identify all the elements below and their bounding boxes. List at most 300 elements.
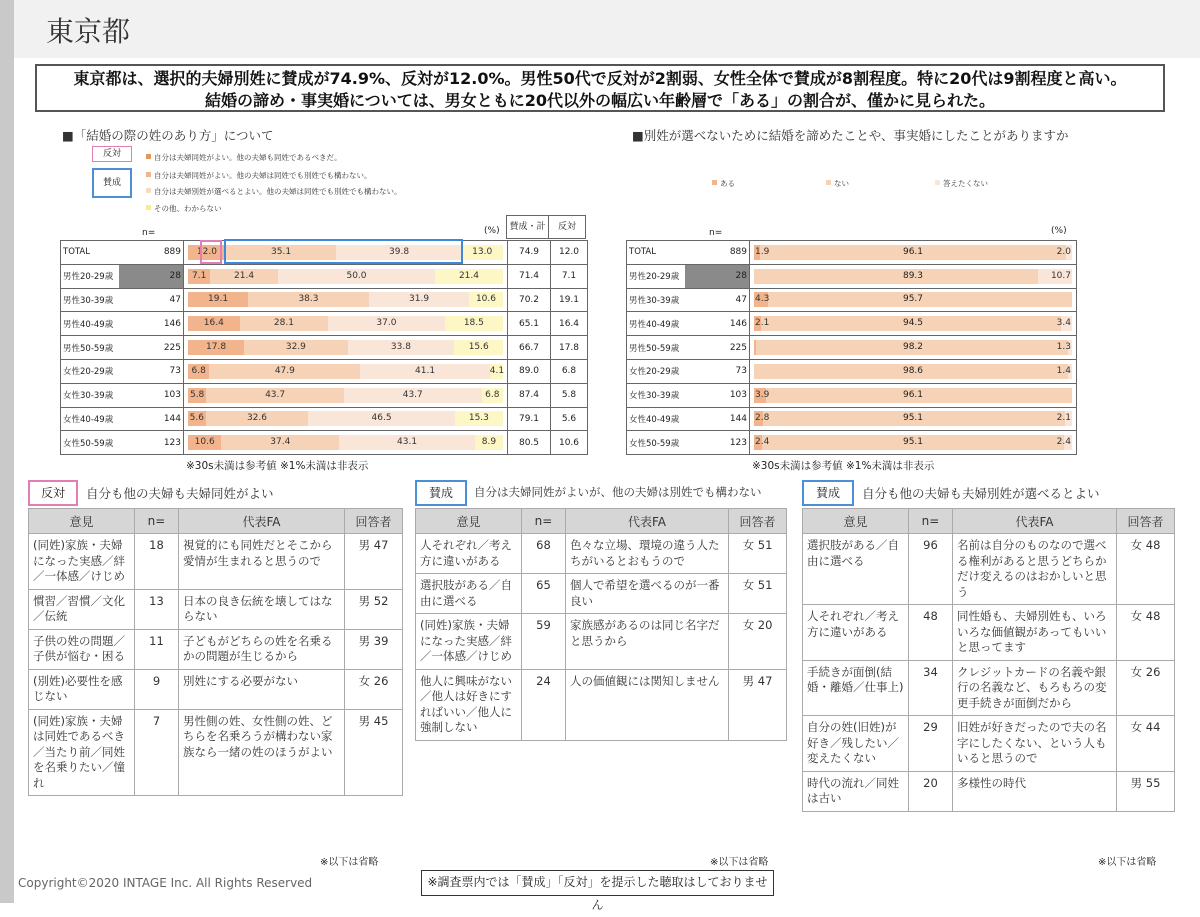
bar-segment-1 bbox=[188, 388, 206, 403]
bar-value-aru: 3.9 bbox=[755, 389, 770, 400]
chart-row bbox=[627, 264, 1077, 288]
chart-row bbox=[627, 241, 1077, 265]
fa-n: 24 bbox=[522, 669, 566, 740]
fa-n: 13 bbox=[135, 589, 179, 629]
bar-cell bbox=[184, 383, 508, 407]
summary-line-1: 東京都は、選択的夫婦別姓に賛成が74.9%、反対が12.0%。男性50代で反対が2割弱、女性全体で賛成が8割程度。特に20代は9割程度と高い。 bbox=[73, 69, 1127, 88]
chart-row bbox=[61, 288, 588, 312]
row-label: 男性50-59歳 bbox=[627, 336, 685, 360]
row-label: 女性20-29歳 bbox=[627, 359, 685, 383]
fa-row bbox=[416, 669, 787, 740]
fa-respondent: 女 51 bbox=[729, 574, 787, 614]
right-stacked-bar-table bbox=[626, 240, 1077, 455]
row-n: 73 bbox=[685, 359, 750, 383]
fa-opinion: 慣習／習慣／文化／伝統 bbox=[29, 589, 135, 629]
bar-value-label: 18.5 bbox=[463, 318, 484, 329]
col-oppose-header: 反対 bbox=[549, 215, 586, 239]
bar-value-no-answer: 1.4 bbox=[1056, 365, 1071, 376]
bar-segment-3 bbox=[339, 435, 475, 450]
row-n: 28 bbox=[119, 264, 184, 288]
fa-n: 34 bbox=[909, 660, 953, 716]
bar-value-label: 32.6 bbox=[246, 413, 267, 424]
support-total: 74.9 bbox=[508, 241, 551, 265]
bar-track bbox=[188, 388, 503, 403]
bar-track bbox=[188, 269, 503, 284]
bar-cell bbox=[750, 241, 1077, 265]
bar-value-aru: 1.9 bbox=[755, 246, 770, 257]
support-total: 87.4 bbox=[508, 383, 551, 407]
bar-value-label: 37.4 bbox=[270, 437, 291, 448]
bar-value-label: 28.1 bbox=[273, 318, 294, 329]
fa1-col-opinion: 意見 bbox=[29, 509, 135, 534]
bar-cell bbox=[750, 431, 1077, 455]
bar-cell bbox=[184, 359, 508, 383]
fa2-omit-note: ※以下は省略 bbox=[710, 857, 769, 868]
chart-row bbox=[61, 431, 588, 455]
bar-value-no-answer: 1.3 bbox=[1056, 342, 1071, 353]
bar-segment-4 bbox=[490, 364, 503, 379]
bar-value-aru: 2.8 bbox=[755, 413, 770, 424]
bar-track bbox=[754, 245, 1072, 260]
row-n: 146 bbox=[119, 312, 184, 336]
fa-opinion: 選択肢がある／自由に選べる bbox=[416, 574, 522, 614]
fa3-header-row bbox=[803, 509, 1175, 534]
fa2-header-row bbox=[416, 509, 787, 534]
bar-segment-1 bbox=[188, 316, 240, 331]
chart-row bbox=[627, 383, 1077, 407]
bar-value-no-answer: 10.7 bbox=[1050, 270, 1071, 281]
fa1-table bbox=[28, 508, 403, 796]
row-n: 225 bbox=[119, 336, 184, 360]
chart-row bbox=[61, 407, 588, 431]
bar-track bbox=[188, 292, 503, 307]
fa-opinion: 自分の姓(旧姓)が好き／残したい／変えたくない bbox=[803, 716, 909, 772]
fa-representative-answer: 個人で希望を選べるのが一番良い bbox=[566, 574, 729, 614]
right-pct-label: (%) bbox=[1051, 226, 1067, 236]
summary-line-2: 結婚の諦め・事実婚については、男女ともに20代以外の幅広い年齢層で「ある」の割合が、僅かに見られた。 bbox=[205, 91, 995, 110]
bar-value-label: 7.1 bbox=[192, 270, 207, 281]
fa1-header-row bbox=[29, 509, 403, 534]
title-bar bbox=[14, 0, 1200, 58]
fa-n: 65 bbox=[522, 574, 566, 614]
bar-segment-2 bbox=[210, 269, 277, 284]
bar-value-nai: 94.5 bbox=[902, 318, 924, 329]
fa-respondent: 男 47 bbox=[345, 534, 403, 590]
bar-segment-1 bbox=[188, 364, 209, 379]
row-n: 225 bbox=[685, 336, 750, 360]
bar-track bbox=[188, 364, 503, 379]
bar-value-label: 39.8 bbox=[389, 246, 410, 257]
row-label: 女性30-39歳 bbox=[61, 383, 119, 407]
fa-opinion: (同姓)家族・夫婦になった実感／絆／一体感／けじめ bbox=[29, 534, 135, 590]
bar-segment-3 bbox=[278, 269, 436, 284]
bar-value-label: 15.3 bbox=[468, 413, 489, 424]
right-section-title: ■別姓が選べないために結婚を諦めたことや、事実婚にしたことがありますか bbox=[632, 128, 1069, 143]
fa1-col-n: n= bbox=[135, 509, 179, 534]
left-chart-footnote: ※30s未満は参考値 ※1%未満は非表示 bbox=[186, 460, 369, 472]
oppose-total: 10.6 bbox=[551, 431, 588, 455]
bar-segment-4 bbox=[435, 269, 502, 284]
bar-cell bbox=[750, 264, 1077, 288]
bar-value-label: 37.0 bbox=[376, 318, 397, 329]
bar-value-no-answer: 2.4 bbox=[1056, 437, 1071, 448]
bar-value-nai: 96.1 bbox=[902, 246, 924, 257]
fa1-omit-note: ※以下は省略 bbox=[320, 857, 379, 868]
bar-value-no-answer: 2.1 bbox=[1056, 413, 1071, 424]
bar-value-nai: 95.7 bbox=[902, 294, 924, 305]
fa-n: 96 bbox=[909, 534, 953, 605]
fa3-col-fa: 代表FA bbox=[953, 509, 1117, 534]
row-label: 男性30-39歳 bbox=[61, 288, 119, 312]
row-label: 女性40-49歳 bbox=[61, 407, 119, 431]
fa-respondent: 女 26 bbox=[1117, 660, 1175, 716]
bar-segment-3 bbox=[348, 340, 454, 355]
bar-value-label: 31.9 bbox=[409, 294, 430, 305]
chart-row bbox=[61, 383, 588, 407]
fa-representative-answer: 名前は自分のものなので選べる権利があると思うどちらかだけ変えるのはおかしいと思う bbox=[953, 534, 1117, 605]
row-label: 男性40-49歳 bbox=[61, 312, 119, 336]
support-total: 66.7 bbox=[508, 336, 551, 360]
bar-track bbox=[188, 435, 503, 450]
bar-cell bbox=[184, 336, 508, 360]
fa1-col-respondent: 回答者 bbox=[345, 509, 403, 534]
support-total: 79.1 bbox=[508, 407, 551, 431]
fa-row bbox=[29, 534, 403, 590]
bar-cell bbox=[184, 431, 508, 455]
page-title: 東京都 bbox=[46, 15, 131, 48]
bar-track bbox=[188, 316, 503, 331]
fa3-col-opinion: 意見 bbox=[803, 509, 909, 534]
fa-row bbox=[29, 589, 403, 629]
fa-n: 59 bbox=[522, 614, 566, 670]
bar-track bbox=[754, 364, 1072, 379]
bar-value-nai: 95.1 bbox=[902, 413, 924, 424]
chart-row bbox=[627, 431, 1077, 455]
bar-cell bbox=[750, 312, 1077, 336]
chart-row bbox=[61, 312, 588, 336]
bar-value-label: 5.6 bbox=[189, 413, 204, 424]
row-n: 103 bbox=[685, 383, 750, 407]
right-n-label: n= bbox=[709, 228, 723, 238]
oppose-total: 16.4 bbox=[551, 312, 588, 336]
bar-segment-1 bbox=[188, 435, 221, 450]
fa2-col-n: n= bbox=[522, 509, 566, 534]
legend-tag-oppose: 反対 bbox=[92, 146, 132, 162]
fa-opinion: 他人に興味がない／他人は好きにすればいい／他人に強制しない bbox=[416, 669, 522, 740]
fa-representative-answer: 旧姓が好きだったので夫の名字にしたくない、という人もいると思うので bbox=[953, 716, 1117, 772]
bar-segment-2 bbox=[206, 388, 344, 403]
bar-segment-2 bbox=[206, 411, 309, 426]
fa-row bbox=[803, 771, 1175, 811]
row-n: 123 bbox=[685, 431, 750, 455]
support-total: 80.5 bbox=[508, 431, 551, 455]
bar-value-label: 32.9 bbox=[285, 342, 306, 353]
bar-track bbox=[754, 340, 1072, 355]
bar-value-label: 10.6 bbox=[475, 294, 496, 305]
legend-swatch-1 bbox=[146, 154, 151, 159]
row-label: 女性30-39歳 bbox=[627, 383, 685, 407]
bar-value-aru: 2.4 bbox=[755, 437, 770, 448]
bar-value-label: 13.0 bbox=[472, 246, 493, 257]
fa-representative-answer: 視覚的にも同姓だとそこから愛情が生まれると思うので bbox=[179, 534, 345, 590]
bar-value-nai: 89.3 bbox=[902, 270, 924, 281]
legend-item-4: その他、わからない bbox=[146, 203, 222, 214]
oppose-total: 12.0 bbox=[551, 241, 588, 265]
bar-cell bbox=[750, 288, 1077, 312]
fa3-omit-note: ※以下は省略 bbox=[1098, 857, 1157, 868]
fa-opinion: (同姓)家族・夫婦になった実感／絆／一体感／けじめ bbox=[416, 614, 522, 670]
highlight-support-total bbox=[224, 239, 463, 264]
fa-respondent: 女 44 bbox=[1117, 716, 1175, 772]
bar-segment-3 bbox=[360, 364, 489, 379]
right-legend-swatch-1 bbox=[712, 180, 717, 185]
fa-respondent: 男 55 bbox=[1117, 771, 1175, 811]
fa2-col-fa: 代表FA bbox=[566, 509, 729, 534]
bar-cell bbox=[750, 383, 1077, 407]
fa-n: 7 bbox=[135, 709, 179, 796]
bar-value-nai: 95.1 bbox=[902, 437, 924, 448]
bar-value-label: 21.4 bbox=[458, 270, 479, 281]
bar-segment-3 bbox=[308, 411, 454, 426]
row-n: 889 bbox=[685, 241, 750, 265]
col-support-header: 賛成・計 bbox=[506, 215, 549, 239]
bar-cell bbox=[750, 407, 1077, 431]
fa3-col-respondent: 回答者 bbox=[1117, 509, 1175, 534]
bar-segment-4 bbox=[454, 340, 503, 355]
fa2-col-respondent: 回答者 bbox=[729, 509, 787, 534]
bar-segment-2 bbox=[248, 292, 369, 307]
bar-segment-4 bbox=[475, 435, 503, 450]
fa-row bbox=[416, 614, 787, 670]
row-n: 144 bbox=[119, 407, 184, 431]
bar-value-label: 38.3 bbox=[298, 294, 319, 305]
row-n: 144 bbox=[685, 407, 750, 431]
bar-value-label: 15.6 bbox=[468, 342, 489, 353]
bar-value-label: 6.8 bbox=[191, 365, 206, 376]
right-legend-swatch-2 bbox=[826, 180, 831, 185]
chart-row bbox=[61, 359, 588, 383]
fa2-tag-support: 賛成 bbox=[415, 480, 467, 506]
row-label: 女性50-59歳 bbox=[61, 431, 119, 455]
legend-swatch-4 bbox=[146, 205, 151, 210]
left-n-label: n= bbox=[142, 228, 156, 238]
row-n: 47 bbox=[685, 288, 750, 312]
fa-n: 29 bbox=[909, 716, 953, 772]
fa3-table bbox=[802, 508, 1175, 812]
row-label: TOTAL bbox=[61, 241, 119, 265]
right-legend-item-3: 答えたくない bbox=[935, 178, 988, 189]
fa-respondent: 女 20 bbox=[729, 614, 787, 670]
row-label: 男性40-49歳 bbox=[627, 312, 685, 336]
bar-cell bbox=[184, 288, 508, 312]
bar-value-label: 16.4 bbox=[203, 318, 224, 329]
fa-opinion: 時代の流れ／同姓は古い bbox=[803, 771, 909, 811]
fa-respondent: 女 48 bbox=[1117, 605, 1175, 661]
fa-n: 48 bbox=[909, 605, 953, 661]
left-sidebar-strip bbox=[0, 0, 14, 903]
bar-cell bbox=[750, 336, 1077, 360]
row-label: 男性20-29歳 bbox=[627, 264, 685, 288]
chart-row bbox=[627, 312, 1077, 336]
chart-row bbox=[61, 264, 588, 288]
fa2-table bbox=[415, 508, 787, 741]
fa1-caption: 自分も他の夫婦も夫婦同姓がよい bbox=[86, 486, 274, 501]
bar-value-label: 46.5 bbox=[371, 413, 392, 424]
legend-item-1: 自分は夫婦同姓がよい。他の夫婦も同姓であるべきだ。 bbox=[146, 152, 342, 163]
bar-track bbox=[754, 269, 1072, 284]
row-n: 73 bbox=[119, 359, 184, 383]
fa-respondent: 男 39 bbox=[345, 629, 403, 669]
row-n: 103 bbox=[119, 383, 184, 407]
row-n: 47 bbox=[119, 288, 184, 312]
fa-opinion: (同姓)家族・夫婦は同姓であるべき／当たり前／同姓を名乗りたい／憧れ bbox=[29, 709, 135, 796]
bar-value-label: 35.1 bbox=[271, 246, 292, 257]
bar-track bbox=[754, 388, 1072, 403]
chart-row bbox=[627, 288, 1077, 312]
bar-value-label: 50.0 bbox=[346, 270, 367, 281]
fa-opinion: (別姓)必要性を感じない bbox=[29, 669, 135, 709]
bar-cell bbox=[184, 312, 508, 336]
fa-representative-answer: 多様性の時代 bbox=[953, 771, 1117, 811]
bar-track bbox=[188, 411, 503, 426]
row-label: 男性20-29歳 bbox=[61, 264, 119, 288]
bar-value-label: 10.6 bbox=[194, 437, 215, 448]
fa-representative-answer: 男性側の姓、女性側の姓、どちらを名乗ろうが構わない家族なら一緒の姓のほうがよい bbox=[179, 709, 345, 796]
right-legend-swatch-3 bbox=[935, 180, 940, 185]
fa-opinion: 人それぞれ／考え方に違いがある bbox=[803, 605, 909, 661]
bar-value-nai: 96.1 bbox=[902, 389, 924, 400]
bar-value-no-answer: 3.4 bbox=[1056, 318, 1071, 329]
row-n: 28 bbox=[685, 264, 750, 288]
chart-row bbox=[627, 336, 1077, 360]
row-label: 女性20-29歳 bbox=[61, 359, 119, 383]
bar-segment-4 bbox=[482, 388, 503, 403]
bar-value-no-answer: 2.0 bbox=[1056, 246, 1071, 257]
bar-track bbox=[754, 292, 1072, 307]
fa-n: 68 bbox=[522, 534, 566, 574]
bar-track bbox=[188, 340, 503, 355]
legend-swatch-2 bbox=[146, 172, 151, 177]
fa2-caption: 自分は夫婦同姓がよいが、他の夫婦は別姓でも構わない bbox=[474, 485, 762, 499]
bar-segment-2 bbox=[244, 340, 348, 355]
fa-opinion: 選択肢がある／自由に選べる bbox=[803, 534, 909, 605]
row-label: TOTAL bbox=[627, 241, 685, 265]
bar-segment-1 bbox=[188, 292, 248, 307]
fa-representative-answer: 子どもがどちらの姓を名乗るかの問題が生じるから bbox=[179, 629, 345, 669]
bar-segment-1 bbox=[188, 269, 210, 284]
fa-row bbox=[29, 629, 403, 669]
bar-value-label: 43.1 bbox=[397, 437, 418, 448]
bar-segment-4 bbox=[469, 292, 502, 307]
bar-value-aru: 2.1 bbox=[755, 318, 770, 329]
bar-value-label: 17.8 bbox=[206, 342, 227, 353]
fa-respondent: 男 47 bbox=[729, 669, 787, 740]
bar-value-label: 33.8 bbox=[390, 342, 411, 353]
fa-opinion: 子供の姓の問題／子供が悩む・困る bbox=[29, 629, 135, 669]
row-label: 男性30-39歳 bbox=[627, 288, 685, 312]
copyright: Copyright©2020 INTAGE Inc. All Rights Reserved bbox=[18, 876, 313, 890]
bar-value-label: 4.1 bbox=[489, 365, 505, 376]
row-label: 女性50-59歳 bbox=[627, 431, 685, 455]
bar-value-label: 12.0 bbox=[196, 246, 217, 257]
fa-n: 20 bbox=[909, 771, 953, 811]
row-n: 889 bbox=[119, 241, 184, 265]
bar-value-aru: 4.3 bbox=[755, 294, 770, 305]
support-total: 70.2 bbox=[508, 288, 551, 312]
fa-respondent: 女 51 bbox=[729, 534, 787, 574]
legend-item-2: 自分は夫婦同姓がよい。他の夫婦は同姓でも別姓でも構わない。 bbox=[146, 170, 372, 181]
fa-respondent: 男 52 bbox=[345, 589, 403, 629]
bar-segment-3 bbox=[369, 292, 469, 307]
bar-value-label: 5.8 bbox=[189, 389, 205, 400]
bar-segment-4 bbox=[455, 411, 503, 426]
bar-segment-3 bbox=[328, 316, 445, 331]
fa-row bbox=[803, 534, 1175, 605]
fa-respondent: 男 45 bbox=[345, 709, 403, 796]
fa-row bbox=[803, 660, 1175, 716]
bar-cell bbox=[184, 264, 508, 288]
fa-representative-answer: 同性婚も、夫婦別姓も、いろいろな価値観があってもいいと思ってます bbox=[953, 605, 1117, 661]
fa-row bbox=[29, 709, 403, 796]
fa3-col-n: n= bbox=[909, 509, 953, 534]
bar-value-label: 21.4 bbox=[234, 270, 255, 281]
bar-value-nai: 98.6 bbox=[902, 365, 924, 376]
bar-segment-4 bbox=[445, 316, 503, 331]
highlight-oppose-total bbox=[200, 240, 222, 264]
oppose-total: 6.8 bbox=[551, 359, 588, 383]
bar-cell bbox=[184, 407, 508, 431]
fa3-tag-support: 賛成 bbox=[802, 480, 854, 506]
bar-track bbox=[754, 435, 1072, 450]
right-legend-item-2: ない bbox=[826, 178, 849, 189]
bar-cell bbox=[750, 359, 1077, 383]
fa-respondent: 女 48 bbox=[1117, 534, 1175, 605]
support-total: 71.4 bbox=[508, 264, 551, 288]
fa-n: 18 bbox=[135, 534, 179, 590]
oppose-total: 19.1 bbox=[551, 288, 588, 312]
support-total: 89.0 bbox=[508, 359, 551, 383]
fa1-col-fa: 代表FA bbox=[179, 509, 345, 534]
fa-opinion: 手続きが面倒(結婚・離婚／仕事上) bbox=[803, 660, 909, 716]
fa-representative-answer: 別姓にする必要がない bbox=[179, 669, 345, 709]
fa1-tag-oppose: 反対 bbox=[28, 480, 78, 506]
bar-segment-1 bbox=[188, 340, 244, 355]
bar-segment-2 bbox=[209, 364, 360, 379]
bar-value-label: 41.1 bbox=[415, 365, 436, 376]
fa-row bbox=[803, 716, 1175, 772]
fa-representative-answer: 色々な立場、環境の違う人たちがいるとおもうので bbox=[566, 534, 729, 574]
fa-row bbox=[416, 574, 787, 614]
left-stacked-bar-table bbox=[60, 240, 588, 455]
fa-n: 11 bbox=[135, 629, 179, 669]
bar-segment-1 bbox=[188, 411, 206, 426]
bar-value-label: 8.9 bbox=[481, 437, 497, 448]
fa2-col-opinion: 意見 bbox=[416, 509, 522, 534]
oppose-total: 17.8 bbox=[551, 336, 588, 360]
fa-representative-answer: クレジットカードの名義や銀行の名義など、もろもろの変更手続きが面倒だから bbox=[953, 660, 1117, 716]
fa-representative-answer: 日本の良き伝統を壊してはならない bbox=[179, 589, 345, 629]
fa-row bbox=[416, 534, 787, 574]
bar-segment-4 bbox=[462, 245, 503, 260]
summary-box bbox=[35, 64, 1165, 112]
chart-row bbox=[627, 407, 1077, 431]
support-total: 65.1 bbox=[508, 312, 551, 336]
legend-swatch-3 bbox=[146, 188, 151, 193]
bar-segment-3 bbox=[344, 388, 482, 403]
legend-tag-support: 賛成 bbox=[92, 168, 132, 198]
oppose-total: 5.8 bbox=[551, 383, 588, 407]
bottom-note: ※調査票内では「賛成」「反対」を提示した聴取はしておりません bbox=[421, 870, 774, 896]
